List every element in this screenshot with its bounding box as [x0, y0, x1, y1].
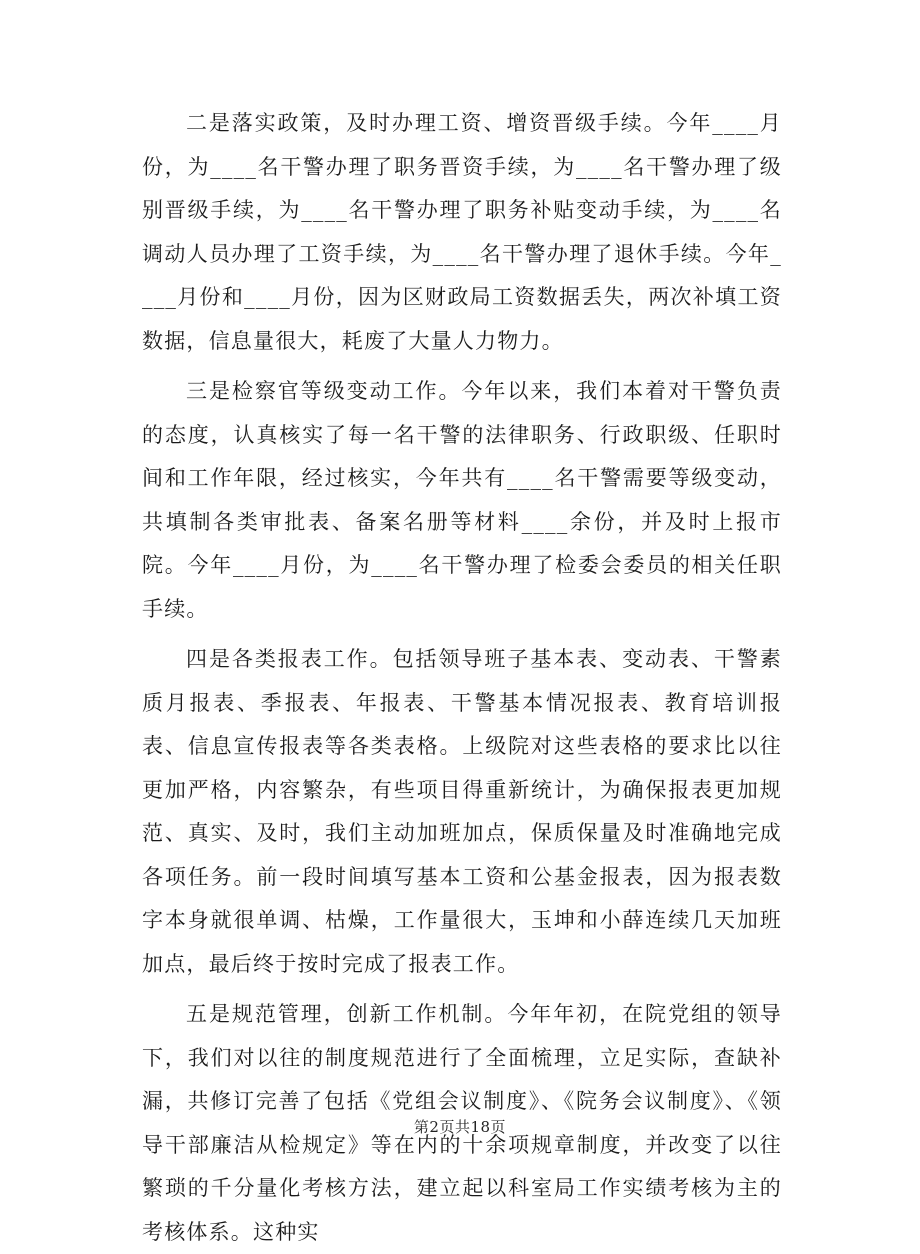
paragraph-3: 三是检察官等级变动工作。今年以来，我们本着对干警负责的态度，认真核实了每一名干警的法律职务、行政职级、任职时间和工作年限，经过核实，今年共有____名干警需要等级变动，共填制各类审批表、备案名册等材料____余份，并及时上报市院。今年____月份，为____名干警办理了检委会委员的相关任职手续。: [142, 379, 782, 621]
paragraph-2: 二是落实政策，及时办理工资、增资晋级手续。今年____月份，为____名干警办理了职务晋资手续，为____名干警办理了级别晋级手续，为____名干警办理了职务补贴变动手续，为____名调动人员办理了工资手续，为____名干警办理了退休手续。今年____月份和____月份，因为区财政局工资数据丢失，两次补填工资数据，信息量很大，耗废了大量人力物力。: [142, 111, 782, 353]
body-text: [142, 102, 782, 1254]
paragraph-4: 四是各类报表工作。包括领导班子基本表、变动表、干警素质月报表、季报表、年报表、干警基本情况报表、教育培训报表、信息宣传报表等各类表格。上级院对这些表格的要求比以往更加严格，内容繁杂，有些项目得重新统计，为确保报表更加规范、真实、及时，我们主动加班加点，保质保量及时准确地完成各项任务。前一段时间填写基本工资和公基金报表，因为报表数字本身就很单调、枯燥，工作量很大，玉坤和小薛连续几天加班加点，最后终于按时完成了报表工作。: [142, 647, 782, 976]
page-number-footer: 第2页共18页: [413, 1118, 507, 1136]
paragraph-5: 五是规范管理，创新工作机制。今年年初，在院党组的领导下，我们对以往的制度规范进行了全面梳理，立足实际，查缺补漏，共修订完善了包括《党组会议制度》、《院务会议制度》、《领导干部廉洁从检规定》等在内的十余项规章制度，并改变了以往繁琐的千分量化考核方法，建立起以科室局工作实绩考核为主的考核体系。这种实: [142, 1002, 782, 1244]
